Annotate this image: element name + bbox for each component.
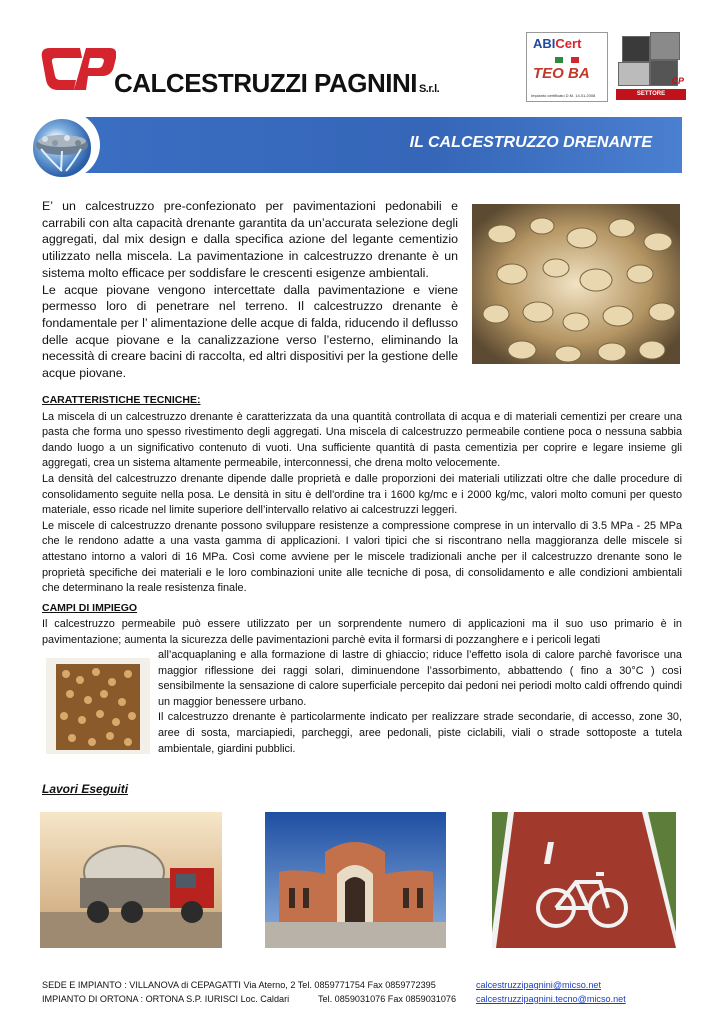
technical-paragraph-2: La densità del calcestruzzo drenante dipende dalle proprietà e dalle proporzioni dei materiali utilizzati oltre che dalle procedure di consolidamento seguite nella posa. Le densità in situ è dell'ordine tra i 1600 kg/mc e i 2000 kg/mc, valori molto comuni per questo materiale, esso ricade nel limite superiore dell’intervallo relativo ai calcestruzzi leggeri.: [42, 472, 682, 517]
photo-bike-lane: [492, 812, 676, 948]
campi-heading-wrap: [42, 601, 682, 618]
photo-concrete-truck: [40, 812, 222, 948]
page-title: IL CALCESTRUZZO DRENANTE: [409, 134, 652, 151]
settore-tecnologico-badge: [614, 30, 688, 108]
footer-ortona-address: IMPIANTO DI ORTONA : ORTONA S.P. IURISCI Loc. Caldari: [42, 994, 290, 1004]
cert-fine-print: Impianto certificato D.M. 14.01.2008: [531, 93, 596, 98]
technical-paragraph-1: La miscela di un calcestruzzo drenante è caratterizzata da una quantità controllata di acqua e di materiali cementizi per creare una pasta che forma uno spesso rivestimento degli aggregati. Una miscela di calcestruzzo permeabile contiene poca o nessuna sabbia dando luogo a un significativo contenuto di vuoti. Una sufficiente quantità di pasta cementizia per coprire e legare insieme gli aggregati, crea un sistema altamente permeabile, interconnessi, che drena molto velocemente.: [42, 410, 682, 470]
footer-ortona-phone: Tel. 0859031076 Fax 0859031076: [318, 994, 457, 1004]
cube-icon: [618, 62, 650, 86]
concrete-texture-image: [472, 204, 680, 364]
intro-paragraph-2: Le acque piovane vengono intercettate dalla pavimentazione e viene permesso loro di penetrare nel terreno. Il calcestruzzo drenante è fondamentale per l’ alimentazione delle acque di falda, riducendo il deflusso delle acque piovane e la canalizzazione verso l’esterno, eliminando la necessità di creare bacini di raccolta, ed altri dispositivi per la gestione delle acque piovane.: [42, 282, 458, 381]
technical-heading: CARATTERISTICHE TECNICHE:: [42, 394, 201, 406]
cert-brand-right: Cert: [555, 36, 582, 51]
footer-email-link-2[interactable]: calcestruzzipagnini.tecno@micso.net: [476, 994, 626, 1004]
footer-sede-address: SEDE E IMPIANTO : VILLANOVA di CEPAGATTI Via Aterno, 2 Tel. 0859771754 Fax 0859772395: [42, 980, 436, 990]
concrete-sample-image: [46, 658, 150, 754]
technical-paragraph-3: Le miscele di calcestruzzo drenante possono sviluppare resistenze a compressione comprese in un intervallo di 3.5 MPa - 25 MPa che le rendono adatte a una vasta gamma di applicazioni. I valori tipici che si riscontrano nella maggioranza delle miscele si attestano intorno a valori di 16 MPa. Così come avviene per le miscele tradizionali anche per il calcestruzzo drenante sono le proprietà specifiche dei materiali e le loro combinazioni unite alle tecniche di posa, di consolidamento e alle condizioni ambientali che determinano la reale resistenza finale.: [42, 519, 682, 595]
cube-icon: [650, 32, 680, 60]
italian-flag-icon: [555, 57, 579, 63]
photo-building: [265, 812, 446, 948]
campi-paragraph-1-continued: all’acquaplaning e alla formazione di lastre di ghiaccio; riduce l’effetto isola di calore parchè favorisce una maggior riflessione dei raggi solari, diminuendone l’assorbimento, abbattendo ( fino a 30°C ) così sensibilmente la sensazione di calore superficiale percepito dai pedoni nei periodi molto caldi offrendo quindi un maggior benessere urbano.: [158, 649, 682, 708]
cert-brand: [527, 33, 607, 51]
cert-brand-left: ABI: [533, 36, 556, 51]
company-name: [114, 68, 439, 99]
company-logo-mark: [40, 44, 116, 94]
intro-paragraph-1: E’ un calcestruzzo pre-confezionato per pavimentazioni pedonabili e carrabili con alta capacità drenante garantita da un’accurata selezione degli aggregati, dal mix design e dalla specifica azione del legante cementizio utilizzato nella miscela. La pavimentazione in calcestruzzo drenante è un sistema molto efficace per soddisfare le crescenti esigenze ambientali.: [42, 199, 458, 280]
footer-email-link-1[interactable]: calcestruzzipagnini@micso.net: [476, 980, 601, 990]
cert-sub-mark: TEO BA: [533, 65, 590, 82]
lavori-heading: Lavori Eseguiti: [42, 782, 129, 796]
campi-paragraph-1: Il calcestruzzo permeabile può essere utilizzato per un sorprendente numero di applicazioni ma il suo uso primario è in pavimentazione; aumenta la sicurezza delle pavimentazioni parchè evita il formarsi di pozzanghere e i pericoli legati: [42, 618, 682, 646]
intro-text: [42, 198, 458, 382]
settore-label: SETTORE TECNOLOGICO: [616, 89, 686, 100]
banner-concrete-photo: [31, 117, 93, 179]
company-name-text: CALCESTRUZZI PAGNINI: [114, 68, 417, 98]
company-suffix: S.r.l.: [418, 83, 440, 95]
cube-icon: [622, 36, 650, 62]
campi-text-right: [158, 648, 682, 757]
campi-paragraph-2: Il calcestruzzo drenante è particolarmente indicato per realizzare strade secondarie, di accesso, zone 30, aree di sosta, marciapiedi, parcheggi, aree pedonali, piste ciclabili, viali o strade sottoposte a tutela ambientale, giardini pubblici.: [158, 711, 682, 755]
campi-heading: CAMPI DI IMPIEGO: [42, 602, 138, 614]
certification-badge: [526, 32, 608, 102]
technical-section: [42, 393, 682, 597]
settore-mark: CP: [671, 76, 684, 86]
